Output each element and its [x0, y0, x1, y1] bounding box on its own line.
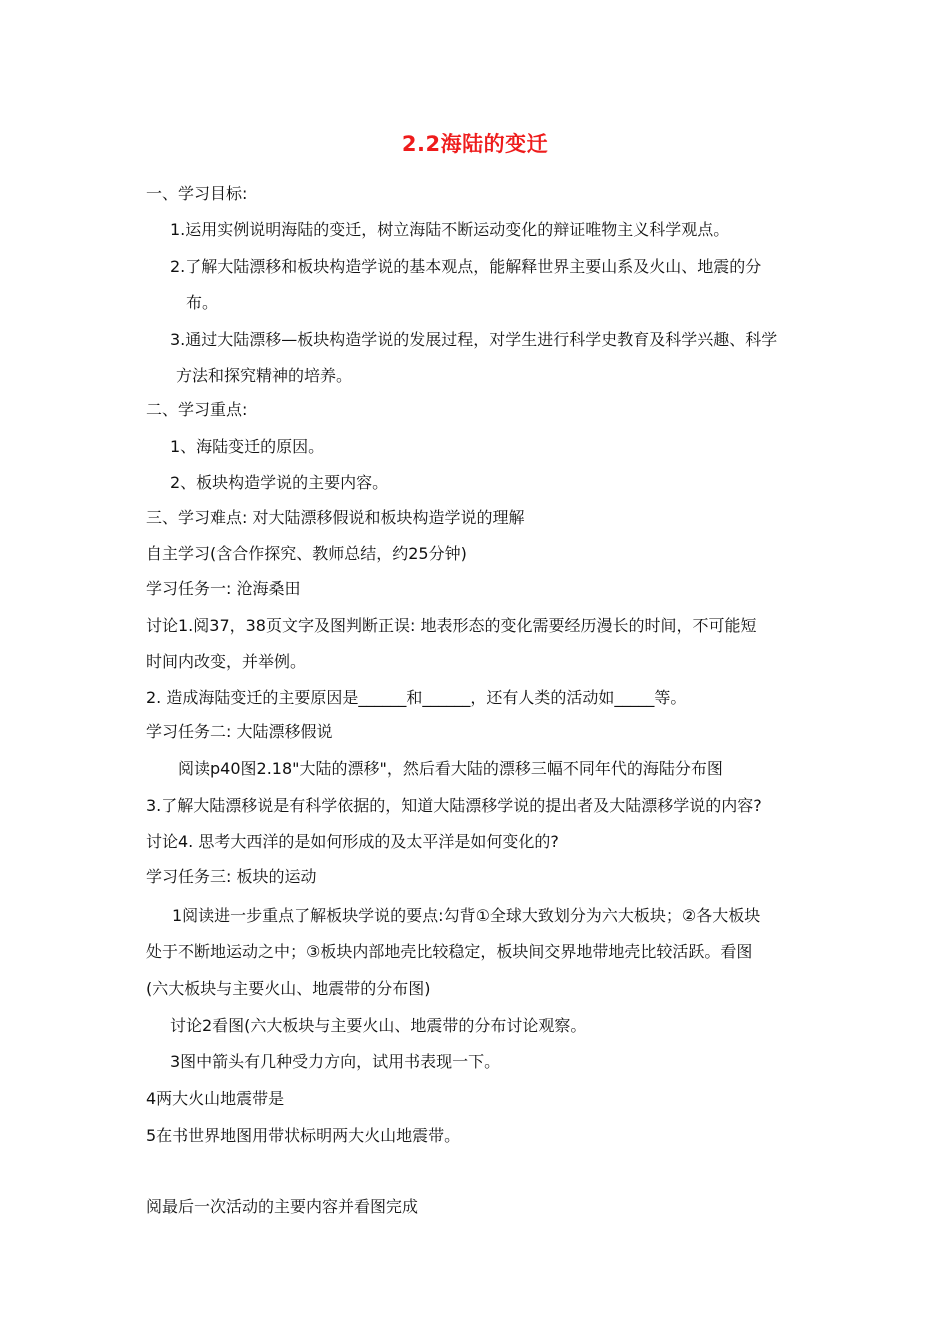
key-point-line: 2、板块构造学说的主要内容。: [170, 473, 389, 492]
discussion-line: 时间内改变，并举例。: [146, 652, 307, 671]
section-heading-objectives: 一、学习目标:: [146, 184, 248, 203]
page-title: 2.2海陆的变迁: [401, 132, 549, 156]
plate-line: (六大板块与主要火山、地震带的分布图): [146, 979, 431, 998]
objective-line: 2.了解大陆漂移和板块构造学说的基本观点，能解释世界主要山系及火山、地震的分: [170, 257, 762, 276]
task-heading: 学习任务二: 大陆漂移假说: [146, 722, 333, 741]
reading-line: 阅读p40图2.18"大陆的漂移"，然后看大陆的漂移三幅不同年代的海陆分布图: [178, 759, 723, 778]
plate-line: 处于不断地运动之中；③板块内部地壳比较稳定，板块间交界地带地壳比较活跃。看图: [146, 942, 753, 961]
question-line: 5在书世界地图用带状标明两大火山地震带。: [146, 1126, 461, 1145]
question-line: 3图中箭头有几种受力方向，试用书表现一下。: [170, 1052, 501, 1071]
objective-line: 3.通过大陆漂移—板块构造学说的发展过程，对学生进行科学史教育及科学兴趣、科学: [170, 330, 778, 349]
section-heading-key-points: 二、学习重点:: [146, 400, 248, 419]
section-heading-difficulties: 三、学习难点: 对大陆漂移假说和板块构造学说的理解: [146, 508, 525, 527]
question-line: 4两大火山地震带是: [146, 1089, 285, 1108]
activity-line: 阅最后一次活动的主要内容并看图完成: [146, 1197, 419, 1216]
question-line: 2. 造成海陆变迁的主要原因是______和______，还有人类的活动如_____等。: [146, 688, 687, 707]
key-point-line: 1、海陆变迁的原因。: [170, 437, 325, 456]
plate-line: 1阅读进一步重点了解板块学说的要点:勾背①全球大致划分为六大板块；②各大板块: [172, 906, 761, 925]
task-heading: 学习任务一: 沧海桑田: [146, 579, 301, 598]
self-study-line: 自主学习(含合作探究、教师总结，约25分钟): [146, 544, 467, 563]
discussion-line: 讨论4. 思考大西洋的是如何形成的及太平洋是如何变化的?: [146, 832, 559, 851]
question-line: 3.了解大陆漂移说是有科学依据的，知道大陆漂移学说的提出者及大陆漂移学说的内容?: [146, 796, 762, 815]
discussion-line: 讨论2看图(六大板块与主要火山、地震带的分布讨论观察。: [170, 1016, 587, 1035]
objective-line: 1.运用实例说明海陆的变迁，树立海陆不断运动变化的辩证唯物主义科学观点。: [170, 220, 730, 239]
discussion-line: 讨论1.阅37，38页文字及图判断正误: 地表形态的变化需要经历漫长的时间，不可能短: [146, 616, 757, 635]
objective-line: 方法和探究精神的培养。: [176, 366, 353, 385]
task-heading: 学习任务三: 板块的运动: [146, 867, 317, 886]
objective-line: 布。: [186, 293, 219, 312]
